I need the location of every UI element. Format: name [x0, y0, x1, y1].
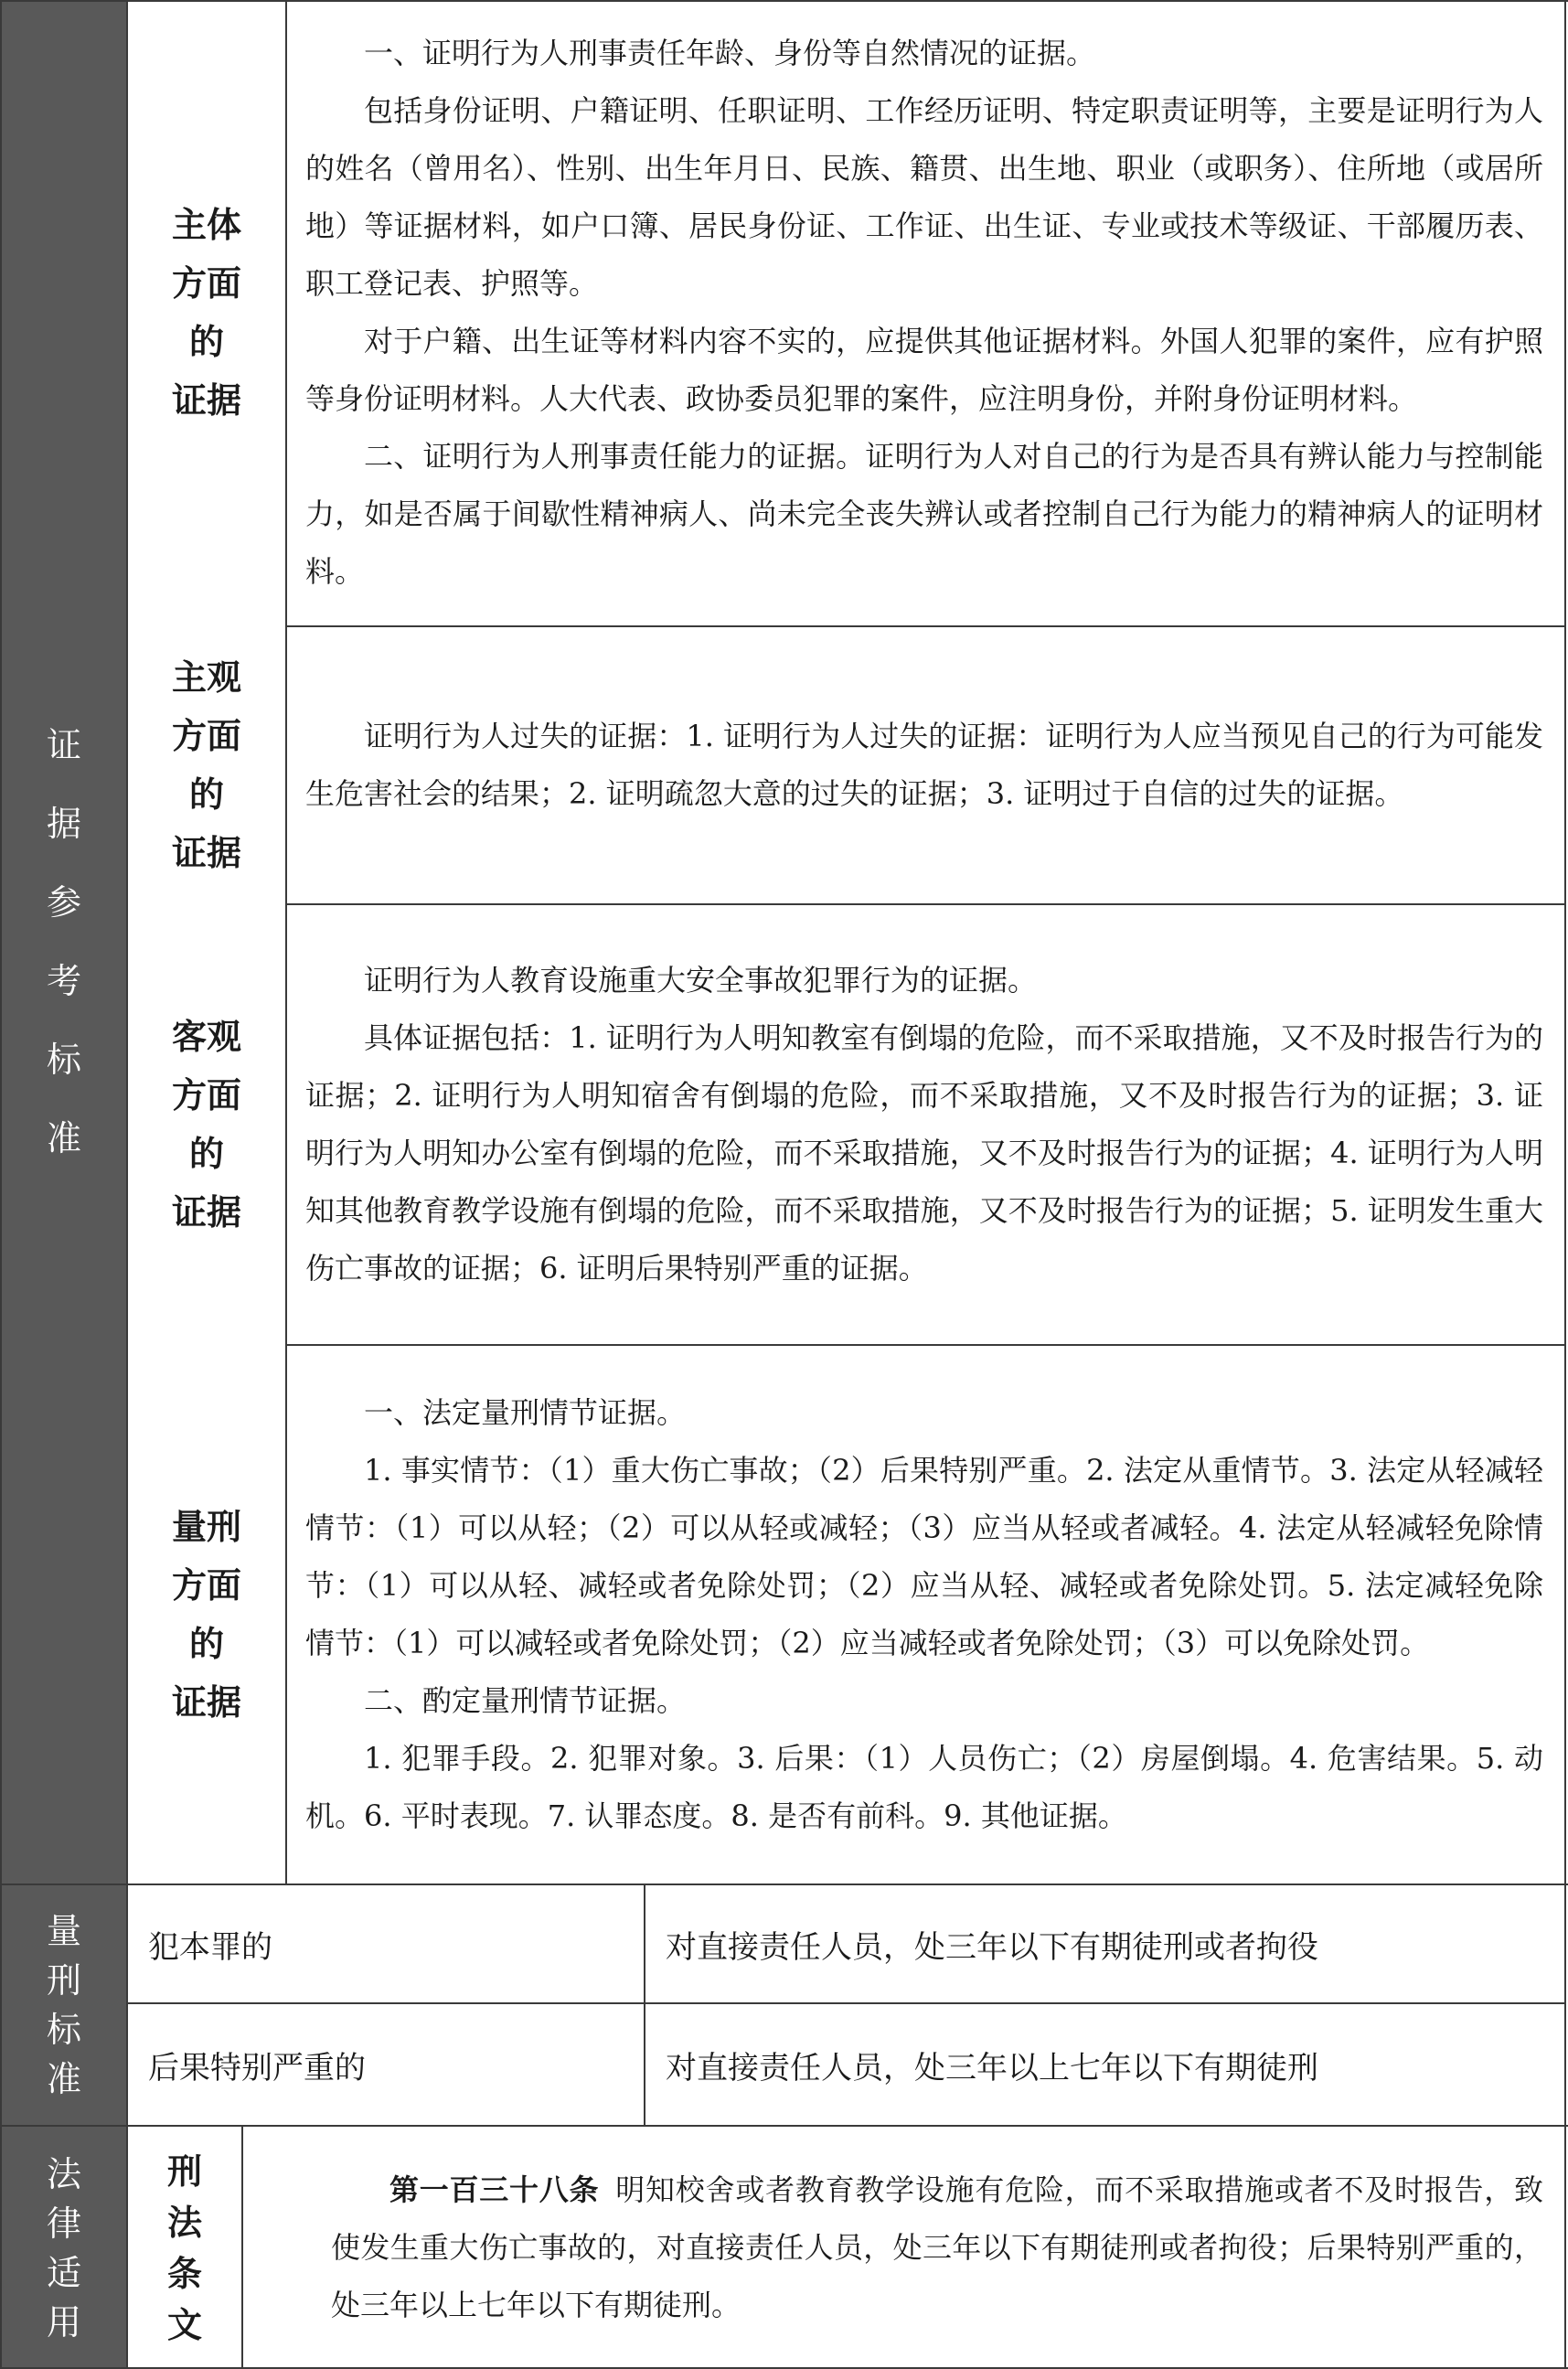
category-char: 证 [46, 725, 81, 765]
subjective-evidence-content [287, 627, 1563, 903]
paragraph: 证明行为人教育设施重大安全事故犯罪行为的证据。 [364, 963, 1038, 998]
paragraph: 具体证据包括：1. 证明行为人明知教室有倒塌的危险，而不采取措施，又不及时报告行为的证据；2. 证明行为人明知宿舍有倒塌的危险，而不采取措施，又不及时报告行为的证据；3. 证明行为人明知办公室有倒塌的危险，而不采取措施，又不及时报告行为的证据；4. 证明行为人明知其他教育教学设施有倒塌的危险，而不采取措施，又不及时报告行为的证据；5. 证明发生重大伤亡事故的证据；6. 证明后果特别严重的证据。 [305, 1020, 1543, 1286]
label-line: 证据 [171, 833, 241, 873]
objective-evidence-content [287, 905, 1563, 1344]
table-border-left [0, 0, 2, 2369]
label-line: 的 [188, 322, 224, 362]
objective-evidence-label [128, 905, 285, 1344]
table-border-right [1564, 0, 1566, 2369]
penalty-condition: 后果特别严重的 [148, 2049, 366, 2086]
label-line: 量刑 [171, 1507, 241, 1547]
label-line: 主体 [171, 205, 241, 245]
paragraph: 一、法定量刑情节证据。 [364, 1395, 687, 1430]
category-char: 准 [46, 2059, 81, 2099]
subjective-evidence-label [128, 627, 285, 903]
divider [285, 0, 287, 1885]
category-penalty-standards [2, 1885, 126, 2125]
table-border-top [0, 0, 1568, 2]
divider [126, 2002, 1565, 2004]
category-char: 用 [46, 2301, 81, 2342]
penalty-condition-cell [128, 2004, 644, 2125]
label-char: 刑 [166, 2150, 202, 2192]
criminal-law-article-label [128, 2127, 241, 2369]
paragraph: 一、证明行为人刑事责任年龄、身份等自然情况的证据。 [364, 36, 1096, 70]
label-line: 方面 [171, 1565, 241, 1606]
penalty-result-cell [645, 1885, 1563, 2002]
penalty-condition: 犯本罪的 [148, 1928, 272, 1966]
sentencing-evidence-content [287, 1346, 1563, 1883]
divider [126, 0, 128, 2369]
subject-evidence-label [128, 0, 285, 625]
category-char: 考 [46, 961, 81, 1001]
label-line: 方面 [171, 1075, 241, 1115]
paragraph: 1. 犯罪手段。2. 犯罪对象。3. 后果：（1）人员伤亡；（2）房屋倒塌。4. 危害结果。5. 动机。6. 平时表现。7. 认罪态度。8. 是否有前科。9. 其他证据。 [305, 1741, 1543, 1833]
paragraph: 1. 事实情节：（1）重大伤亡事故；（2）后果特别严重。2. 法定从重情节。3. 法定从轻减轻情节：（1）可以从轻；（2）可以从轻或减轻；（3）应当从轻或者减轻。4. 法定从轻减轻免除情节：（1）可以从轻、减轻或者免除处罚；（2）应当从轻、减轻或者免除处罚。5. 法定减轻免除情节：（1）可以减轻或者免除处罚；（2）应当减轻或者免除处罚；（3）可以免除处罚。 [305, 1453, 1543, 1660]
sentencing-evidence-label [128, 1346, 285, 1883]
label-line: 主观 [171, 657, 241, 698]
category-char: 适 [46, 2252, 81, 2293]
category-char: 据 [46, 804, 81, 844]
divider [0, 2125, 1568, 2127]
label-line: 证据 [171, 1192, 241, 1233]
label-char: 条 [166, 2253, 202, 2294]
label-char: 法 [166, 2202, 202, 2243]
category-char: 刑 [46, 1960, 81, 2001]
category-char: 准 [46, 1118, 81, 1158]
article-text: 明知校舍或者教育教学设施有危险，而不采取措施或者不及时报告，致使发生重大伤亡事故的，对直接责任人员，处三年以下有期徒刑或者拘役；后果特别严重的，处三年以上七年以下有期徒刑。 [331, 2172, 1543, 2322]
category-char: 律 [46, 2203, 81, 2244]
divider [241, 2127, 243, 2369]
criminal-law-article-content [243, 2127, 1563, 2369]
label-line: 方面 [171, 716, 241, 756]
penalty-result-cell [645, 2004, 1563, 2125]
paragraph: 对于户籍、出生证等材料内容不实的，应提供其他证据材料。外国人犯罪的案件，应有护照等身份证明材料。人大代表、政协委员犯罪的案件，应注明身份，并附身份证明材料。 [305, 324, 1543, 416]
article-number: 第一百三十八条 [389, 2172, 600, 2207]
category-law-application [2, 2127, 126, 2369]
paragraph: 二、酌定量刑情节证据。 [364, 1683, 687, 1718]
paragraph: 证明行为人过失的证据：1. 证明行为人过失的证据：证明行为人应当预见自己的行为可能发生危害社会的结果；2. 证明疏忽大意的过失的证据；3. 证明过于自信的过失的证据。 [305, 719, 1543, 811]
divider [285, 903, 1565, 905]
label-line: 证据 [171, 380, 241, 421]
label-line: 证据 [171, 1682, 241, 1723]
divider [285, 625, 1565, 627]
label-line: 客观 [171, 1017, 241, 1057]
category-char: 参 [46, 882, 81, 923]
paragraph: 二、证明行为人刑事责任能力的证据。证明行为人对自己的行为是否具有辨认能力与控制能力，如是否属于间歇性精神病人、尚未完全丧失辨认或者控制自己行为能力的精神病人的证明材料。 [305, 439, 1543, 589]
label-line: 的 [188, 1134, 224, 1174]
label-line: 的 [188, 774, 224, 815]
paragraph: 包括身份证明、户籍证明、任职证明、工作经历证明、特定职责证明等，主要是证明行为人的姓名（曾用名）、性别、出生年月日、民族、籍贯、出生地、职业（或职务）、住所地（或居所地）等证据材料，如户口簿、居民身份证、工作证、出生证、专业或技术等级证、干部履历表、职工登记表、护照等。 [305, 93, 1543, 301]
category-evidence-standards [2, 0, 126, 1883]
category-char: 标 [46, 2010, 81, 2050]
label-char: 文 [166, 2304, 202, 2345]
subject-evidence-content [287, 0, 1563, 625]
penalty-condition-cell [128, 1885, 644, 2002]
label-line: 的 [188, 1624, 224, 1664]
penalty-result: 对直接责任人员，处三年以上七年以下有期徒刑 [666, 2049, 1318, 2086]
category-char: 标 [46, 1040, 81, 1080]
divider [0, 1883, 1568, 1885]
article-paragraph [331, 2161, 1543, 2334]
category-char: 法 [46, 2153, 81, 2194]
penalty-result: 对直接责任人员，处三年以下有期徒刑或者拘役 [666, 1928, 1318, 1966]
divider [285, 1344, 1565, 1346]
divider [644, 1885, 645, 2127]
category-char: 量 [46, 1911, 81, 1951]
label-line: 方面 [171, 263, 241, 304]
